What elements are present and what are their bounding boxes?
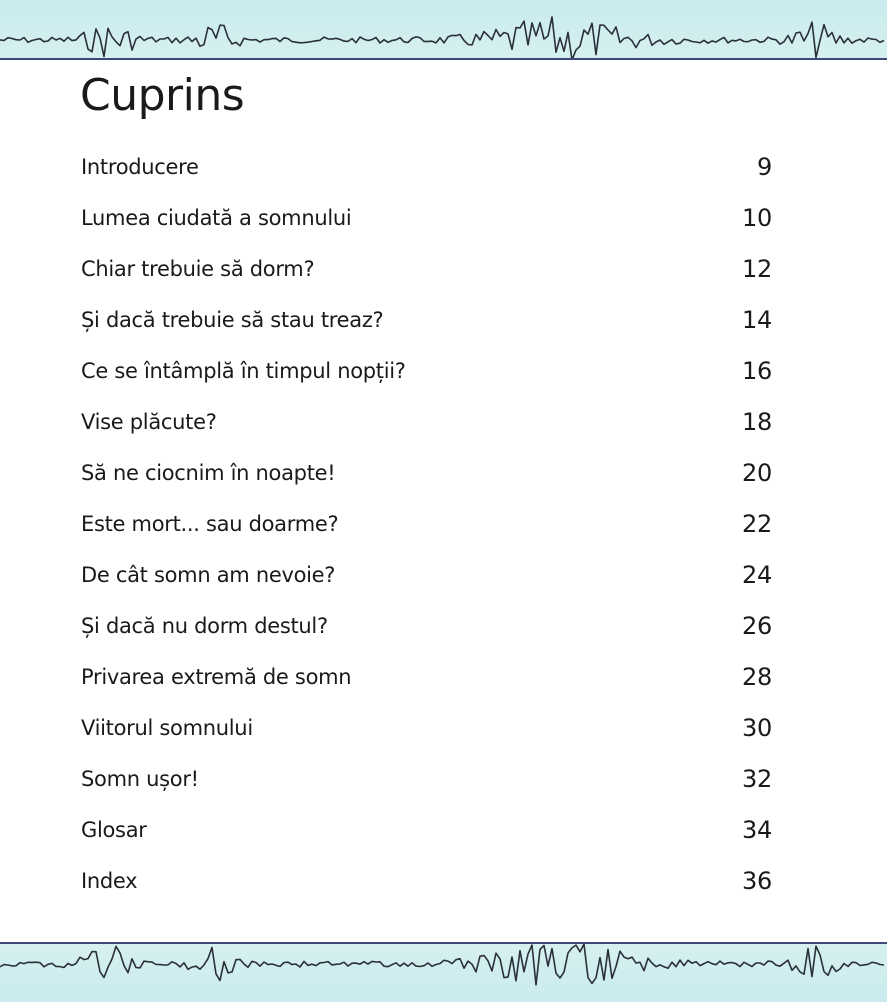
toc-entry-title: Ce se întâmplă în timpul nopții?: [81, 358, 406, 383]
toc-entry-title: Lumea ciudată a somnului: [81, 205, 352, 230]
toc-entry-page: 16: [742, 356, 772, 385]
toc-entry-title: Chiar trebuie să dorm?: [81, 256, 315, 281]
toc-entry: [81, 753, 772, 804]
page-title: Cuprins: [80, 70, 245, 121]
brainwave-line-top: [0, 0, 887, 58]
bottom-decorative-band: [0, 942, 887, 1002]
toc-entry: [81, 600, 772, 651]
toc-entry-title: Somn ușor!: [81, 766, 199, 791]
top-decorative-band: [0, 0, 887, 60]
toc-entry-page: 30: [742, 713, 772, 742]
toc-entry-title: Să ne ciocnim în noapte!: [81, 460, 336, 485]
toc-entry-page: 26: [742, 611, 772, 640]
toc-entry-page: 9: [757, 152, 772, 181]
toc-entry-title: Și dacă nu dorm destul?: [81, 613, 328, 638]
toc-entry: [81, 498, 772, 549]
table-of-contents: [81, 141, 772, 906]
toc-entry: [81, 396, 772, 447]
toc-entry: [81, 702, 772, 753]
toc-entry-page: 14: [742, 305, 772, 334]
toc-entry-title: Este mort... sau doarme?: [81, 511, 339, 536]
toc-entry: [81, 651, 772, 702]
toc-entry-title: Privarea extremă de somn: [81, 664, 352, 689]
toc-entry-title: De cât somn am nevoie?: [81, 562, 336, 587]
toc-entry-page: 32: [742, 764, 772, 793]
toc-entry: [81, 192, 772, 243]
toc-entry-page: 12: [742, 254, 772, 283]
toc-entry-page: 24: [742, 560, 772, 589]
toc-entry: [81, 855, 772, 906]
toc-entry-title: Și dacă trebuie să stau treaz?: [81, 307, 384, 332]
toc-entry-title: Vise plăcute?: [81, 409, 217, 434]
toc-entry-title: Introducere: [81, 154, 199, 179]
toc-entry: [81, 549, 772, 600]
toc-entry-page: 20: [742, 458, 772, 487]
toc-entry-page: 36: [742, 866, 772, 895]
toc-entry: [81, 345, 772, 396]
toc-entry: [81, 447, 772, 498]
toc-entry: [81, 804, 772, 855]
toc-entry-page: 18: [742, 407, 772, 436]
toc-entry-page: 28: [742, 662, 772, 691]
toc-entry: [81, 294, 772, 345]
toc-entry: [81, 141, 772, 192]
toc-entry-page: 34: [742, 815, 772, 844]
toc-entry-title: Glosar: [81, 817, 147, 842]
toc-entry-page: 10: [742, 203, 772, 232]
toc-entry-page: 22: [742, 509, 772, 538]
toc-entry-title: Viitorul somnului: [81, 715, 253, 740]
brainwave-line-bottom: [0, 944, 887, 1002]
toc-entry-title: Index: [81, 868, 138, 893]
toc-entry: [81, 243, 772, 294]
